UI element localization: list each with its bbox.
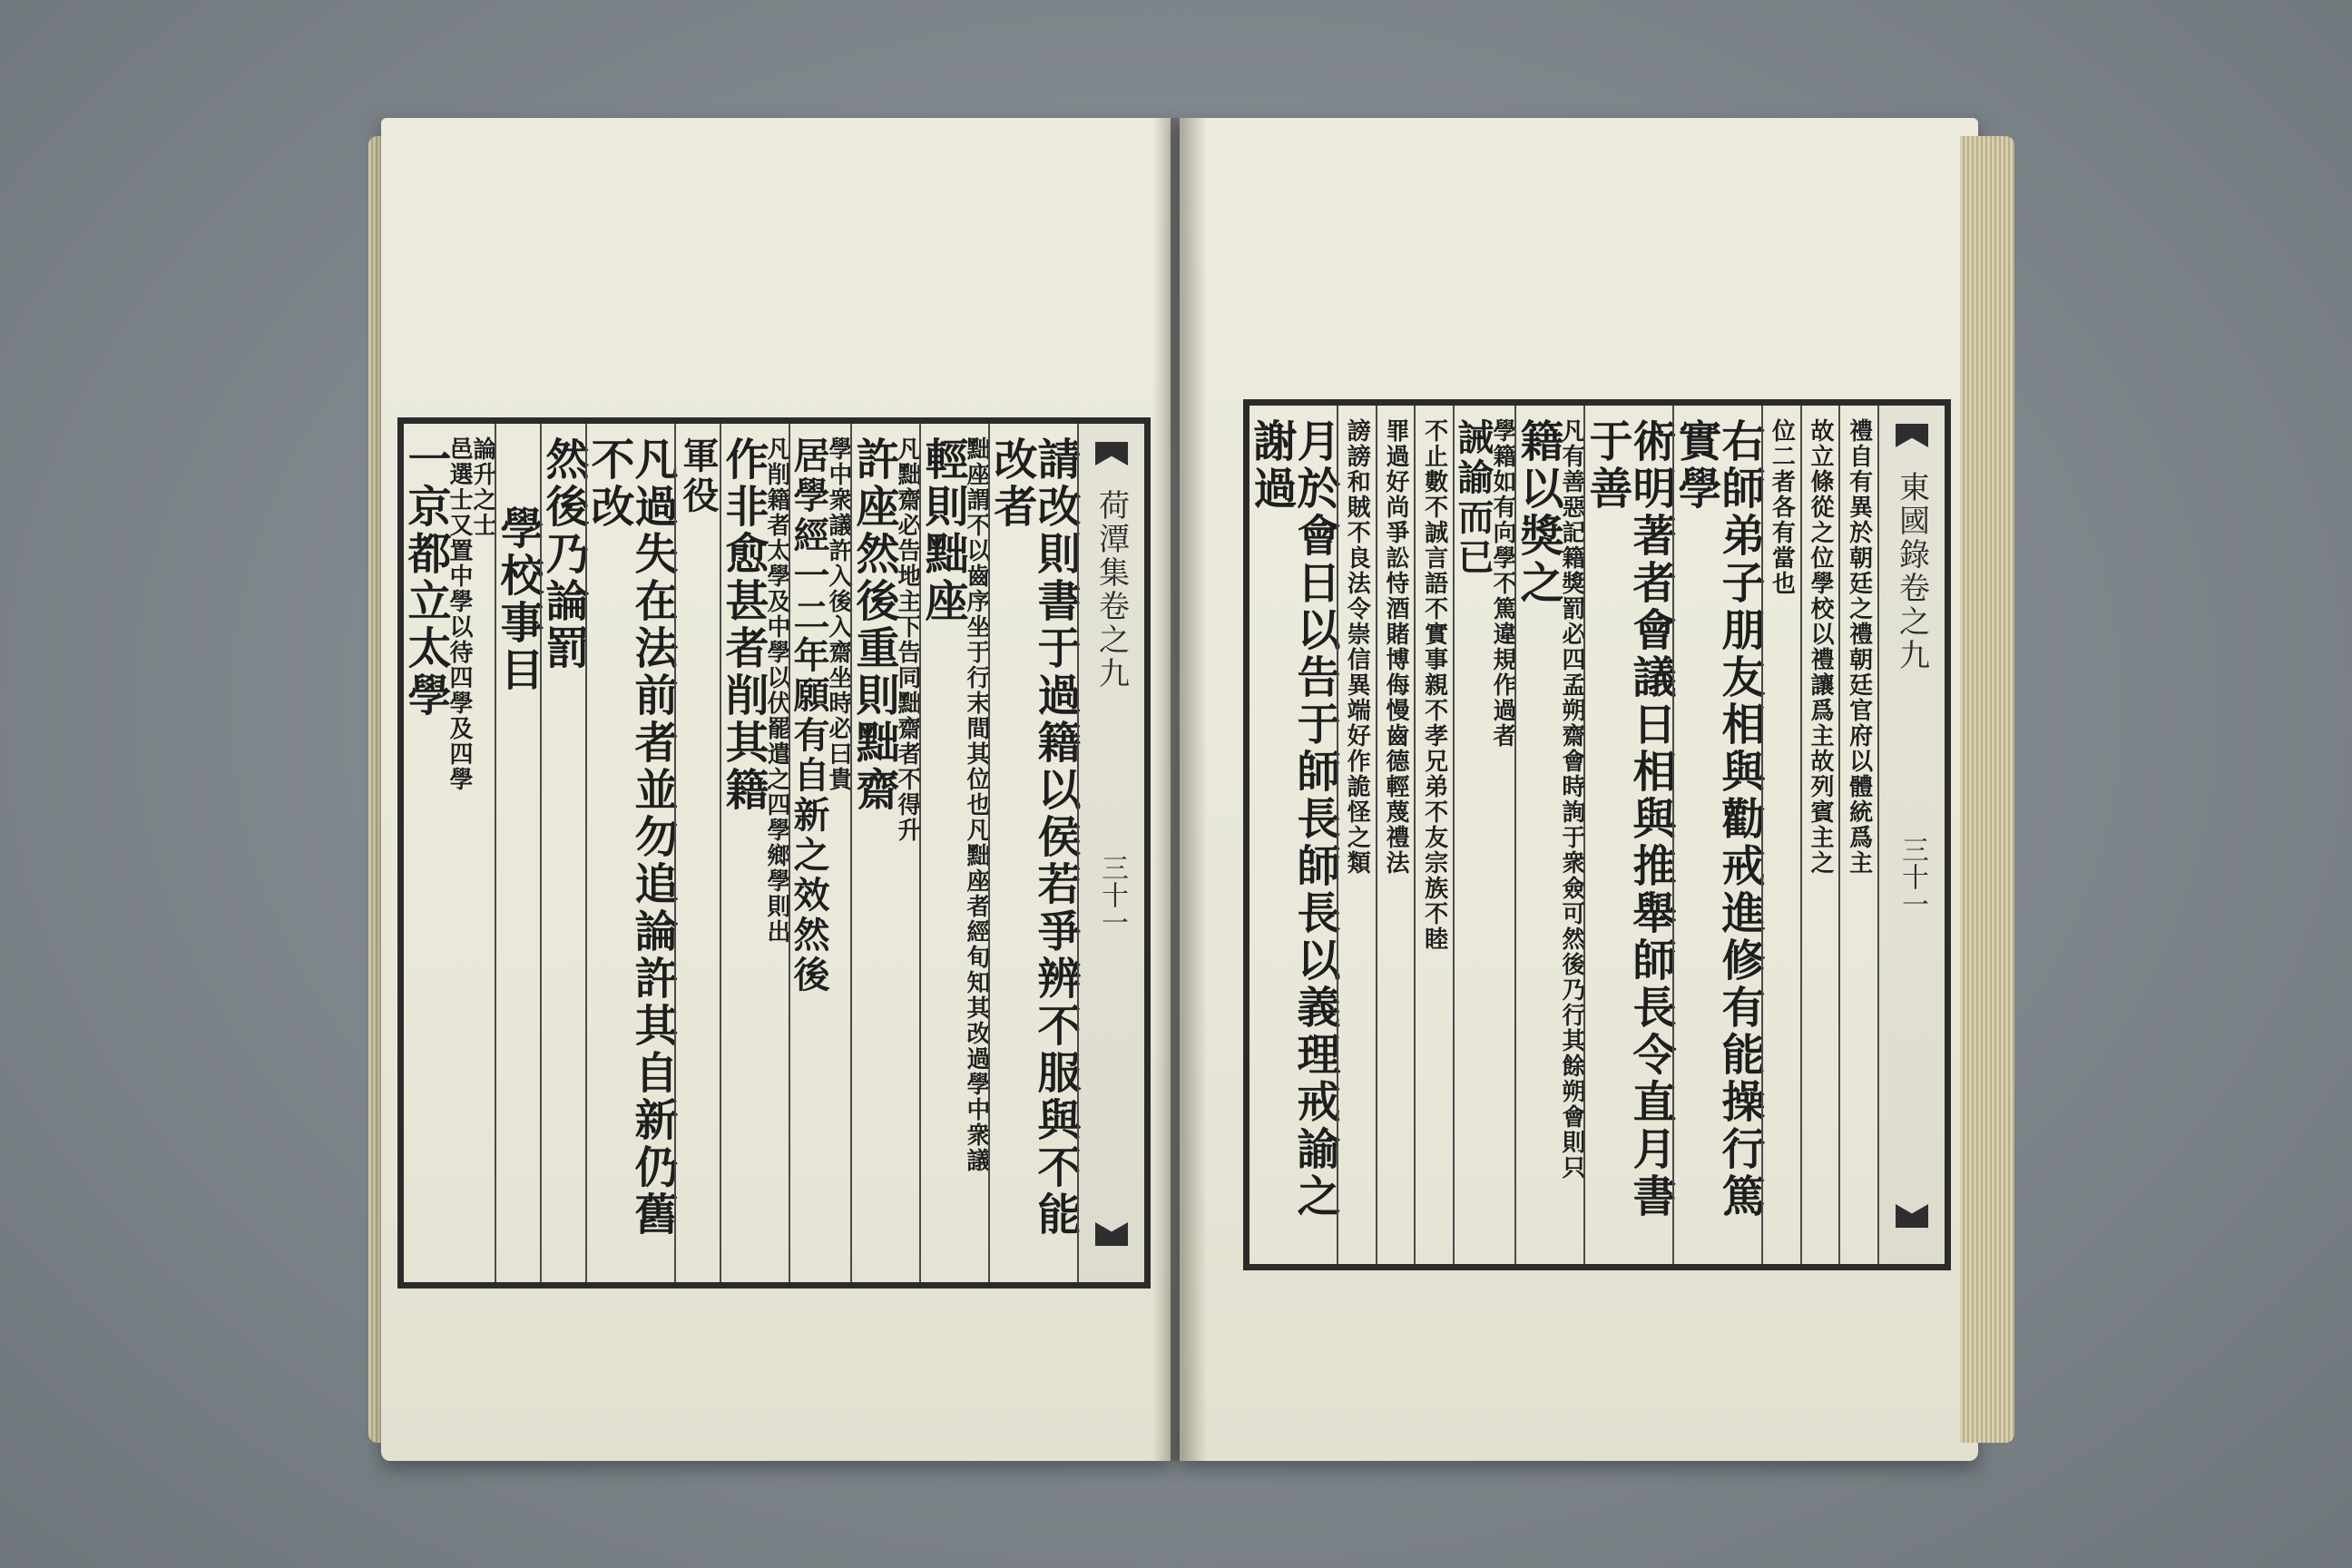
column-text: 不止數不誠言語不實事親不孝兄弟不友宗族不睦	[1420, 418, 1448, 952]
right-banner-page-number: 三十一	[1896, 836, 1928, 917]
column-text: 術明著者會議日相與推舉師長令直月書于善	[1581, 418, 1676, 1220]
left-column-5	[720, 424, 789, 1282]
fish-tail-mark-top	[1896, 424, 1928, 447]
right-column-11	[1245, 406, 1340, 1264]
column-text: 罪過好尚爭訟恃酒賭博侮慢齒德輕蔑禮法	[1381, 418, 1409, 876]
fish-tail-mark-bottom	[1095, 1222, 1128, 1246]
right-banner-title: 東國錄卷之九	[1893, 471, 1930, 672]
right-column-2	[1800, 406, 1839, 1264]
column-text: 作非愈甚者削其籍	[718, 436, 769, 814]
column-text: 右師弟子朋友相與勸戒進修有能操行篤實學	[1670, 418, 1765, 1220]
left-column-10	[400, 424, 496, 1282]
left-banner-page-number: 三十一	[1096, 854, 1128, 936]
left-banner-title: 荷潭集卷之九	[1093, 489, 1130, 691]
right-column-7	[1453, 406, 1514, 1264]
right-column-1	[1838, 406, 1877, 1264]
column-note: 學中衆議許入後入齋坐時必曰貴	[825, 436, 852, 792]
column-note: 黜座謂不以齒序坐于行末間其位也凡黜座者經旬知其改過學中衆議	[963, 436, 990, 1173]
fish-tail-mark-top	[1095, 442, 1128, 466]
left-center-banner	[1077, 424, 1144, 1282]
column-text: 輕則黜座	[917, 436, 968, 625]
column-text: 故立條從之位學校以禮讓爲主故列賓主之	[1806, 418, 1834, 876]
left-column-7	[583, 424, 678, 1282]
left-column-4	[789, 424, 850, 1282]
right-column-9	[1376, 406, 1415, 1264]
column-text: 許座然後重則黜齋	[848, 436, 899, 814]
column-note: 邑選士又置中學以待四學及四學	[446, 436, 473, 792]
column-text: 居學經一二年願有自新之效然後	[788, 436, 830, 995]
column-text: 誡諭而已	[1451, 418, 1494, 578]
left-text-frame	[397, 417, 1151, 1289]
column-text: 禮自有異於朝廷之禮朝廷官府以體統爲主	[1845, 418, 1873, 876]
right-column-10	[1337, 406, 1376, 1264]
column-text: 月於會日以告于師長師長以義理戒諭之謝過	[1245, 418, 1340, 1220]
left-column-2	[919, 424, 988, 1282]
column-note: 凡削籍者太學及中學以伏罷遣之四學鄉學則出	[763, 436, 790, 945]
right-center-banner	[1877, 406, 1945, 1264]
left-column-1	[986, 424, 1081, 1282]
left-column-9-heading	[493, 424, 544, 1282]
column-text: 凡過失在法前者並勿追論許其自新仍舊不改	[583, 436, 678, 1239]
column-note-2: 論升之士	[469, 436, 496, 538]
column-text: 然後乃論罰	[538, 436, 589, 672]
column-note: 學籍如有向學不篤違規作過者	[1488, 418, 1516, 749]
column-text: 請改則書于過籍以侯若爭辨不服與不能改者	[986, 436, 1081, 1239]
right-column-8	[1414, 406, 1453, 1264]
right-column-3	[1761, 406, 1800, 1264]
page-edge-right	[1960, 136, 2014, 1443]
left-column-6	[674, 424, 720, 1282]
column-text: 位二者各有當也	[1768, 418, 1796, 596]
column-note: 凡黜齋必告地主下告同黜齋者不得升	[894, 436, 921, 843]
column-text: 謗謗和賊不良法令崇信異端好作詭怪之類	[1343, 418, 1371, 876]
fish-tail-mark-bottom	[1896, 1204, 1928, 1228]
right-text-frame	[1243, 399, 1951, 1270]
left-column-8	[538, 424, 589, 1282]
section-heading: 學校事目	[493, 505, 544, 694]
book-gutter	[1152, 118, 1207, 1461]
column-note: 凡有善惡記籍獎罰必四孟朔齋會時詢于衆僉可然後乃行其餘朔會則只	[1557, 418, 1585, 1181]
left-column-3	[850, 424, 919, 1282]
right-column-5	[1581, 406, 1676, 1264]
right-column-6	[1514, 406, 1583, 1264]
left-page	[381, 118, 1171, 1461]
column-text: 一京都立太學	[400, 436, 451, 720]
right-column-4	[1670, 406, 1765, 1264]
column-text: 軍役	[677, 436, 720, 516]
open-book	[381, 100, 1978, 1479]
column-text: 籍以獎之	[1512, 418, 1563, 607]
